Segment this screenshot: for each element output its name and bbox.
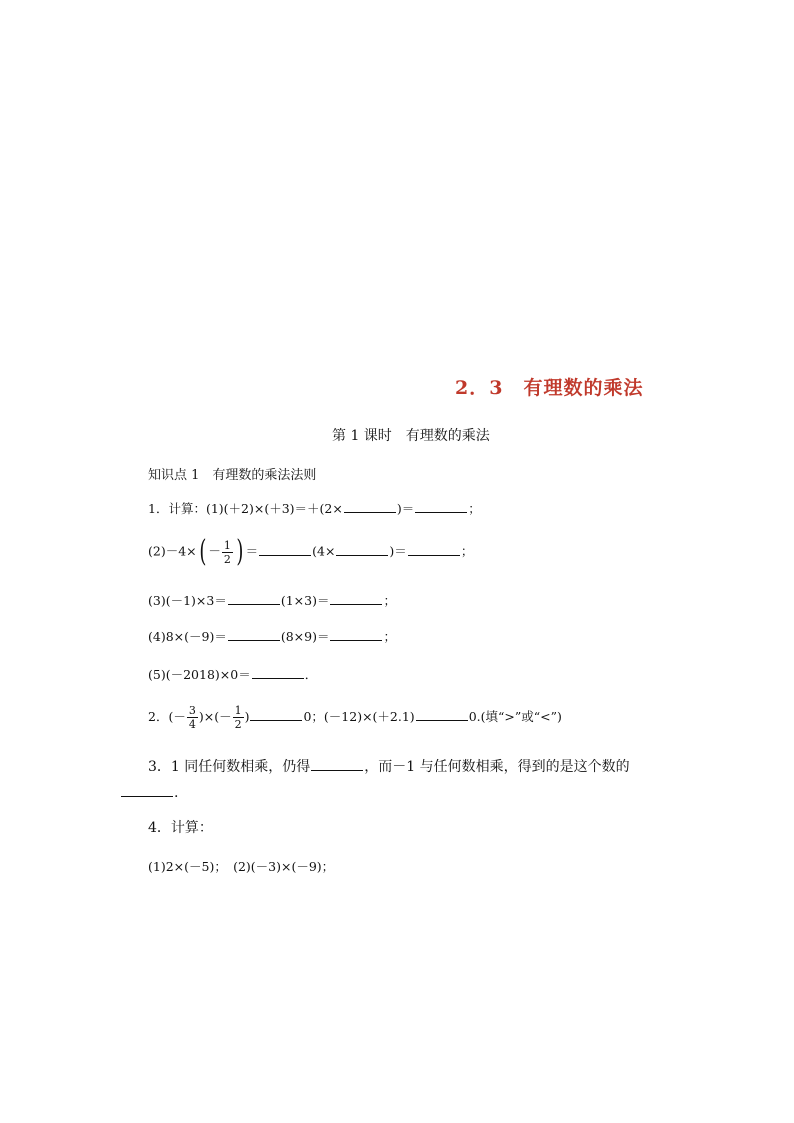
q2-mid2: ) [244,709,250,724]
q3-prefix: 3．1 同任何数相乘，仍得 [148,759,311,775]
q1-2-minus: － [208,543,221,559]
lesson-subtitle: 第 1 课时 有理数的乘法 [332,428,490,444]
q1-5-prefix: (5)(－2018)×0＝ [148,667,251,682]
question-4-label: 4．计算： [148,820,213,836]
q1-2-mid2: )＝ [389,543,407,559]
q1-3-prefix: (3)(－1)×3＝ [148,593,227,608]
fraction-numerator: 3 [188,704,196,717]
answer-blank [311,758,363,771]
answer-blank [415,500,467,513]
q1-3-mid: (1×3)＝ [280,593,330,608]
answer-blank [330,628,382,641]
fraction-numerator: 1 [223,538,231,552]
right-paren: ) [236,534,244,569]
page-title: 2．3 有理数的乘法 [455,377,644,399]
answer-blank [228,592,280,605]
q3-mid: ，而－1 与任何数相乘，得到的是这个数的 [364,759,630,775]
q1-2-prefix: (2)－4× [148,543,197,559]
answer-blank [336,543,388,556]
answer-blank [330,592,382,605]
q2-prefix: 2．(－ [148,709,186,724]
fraction [222,539,233,566]
q1-2-end: ； [460,543,474,559]
answer-blank [121,784,173,797]
question-3-line-2 [120,784,178,802]
answer-blank [250,708,302,721]
question-1-part-3 [148,592,396,610]
q1-4-mid: (8×9)＝ [280,629,330,644]
q3-end: . [174,785,179,801]
question-1-part-2 [148,534,474,569]
q1-4-prefix: (4)8×(－9)＝ [148,629,227,644]
fraction [233,704,244,731]
question-1-part-1 [148,500,481,518]
q1-2-mid1: (4× [312,543,336,559]
fraction-numerator: 1 [234,704,242,717]
question-3-line-1 [148,758,630,776]
answer-blank [259,543,311,556]
q1-3-end: ； [383,593,396,608]
q1-2-eq: ＝ [245,543,259,559]
question-1-part-4 [148,628,396,646]
knowledge-point-heading: 知识点 1 有理数的乘法法则 [148,468,317,483]
fraction-denominator: 4 [188,718,196,731]
q1-end: ； [468,501,481,516]
q2-mid3: 0；(－12)×(＋2.1) [303,709,415,724]
answer-blank [344,500,396,513]
q2-end: 0.(填“>”或“<”) [468,709,562,724]
answer-blank [252,666,304,679]
answer-blank [408,543,460,556]
fraction [187,704,198,731]
question-2 [148,704,562,731]
fraction-denominator: 2 [223,552,231,566]
q1-4-end: ； [383,629,396,644]
left-paren: ( [198,534,207,569]
answer-blank [416,708,468,721]
q2-mid1: )×(－ [198,709,232,724]
q1-prefix: 1．计算：(1)(＋2)×(＋3)＝＋(2× [148,501,343,516]
question-1-part-5 [148,666,317,684]
q1-mid: )＝ [396,501,415,516]
q1-5-end: ． [304,667,318,682]
fraction-denominator: 2 [234,718,242,731]
answer-blank [228,628,280,641]
question-4-items: (1)2×(－5)； (2)(－3)×(－9)； [148,859,335,874]
